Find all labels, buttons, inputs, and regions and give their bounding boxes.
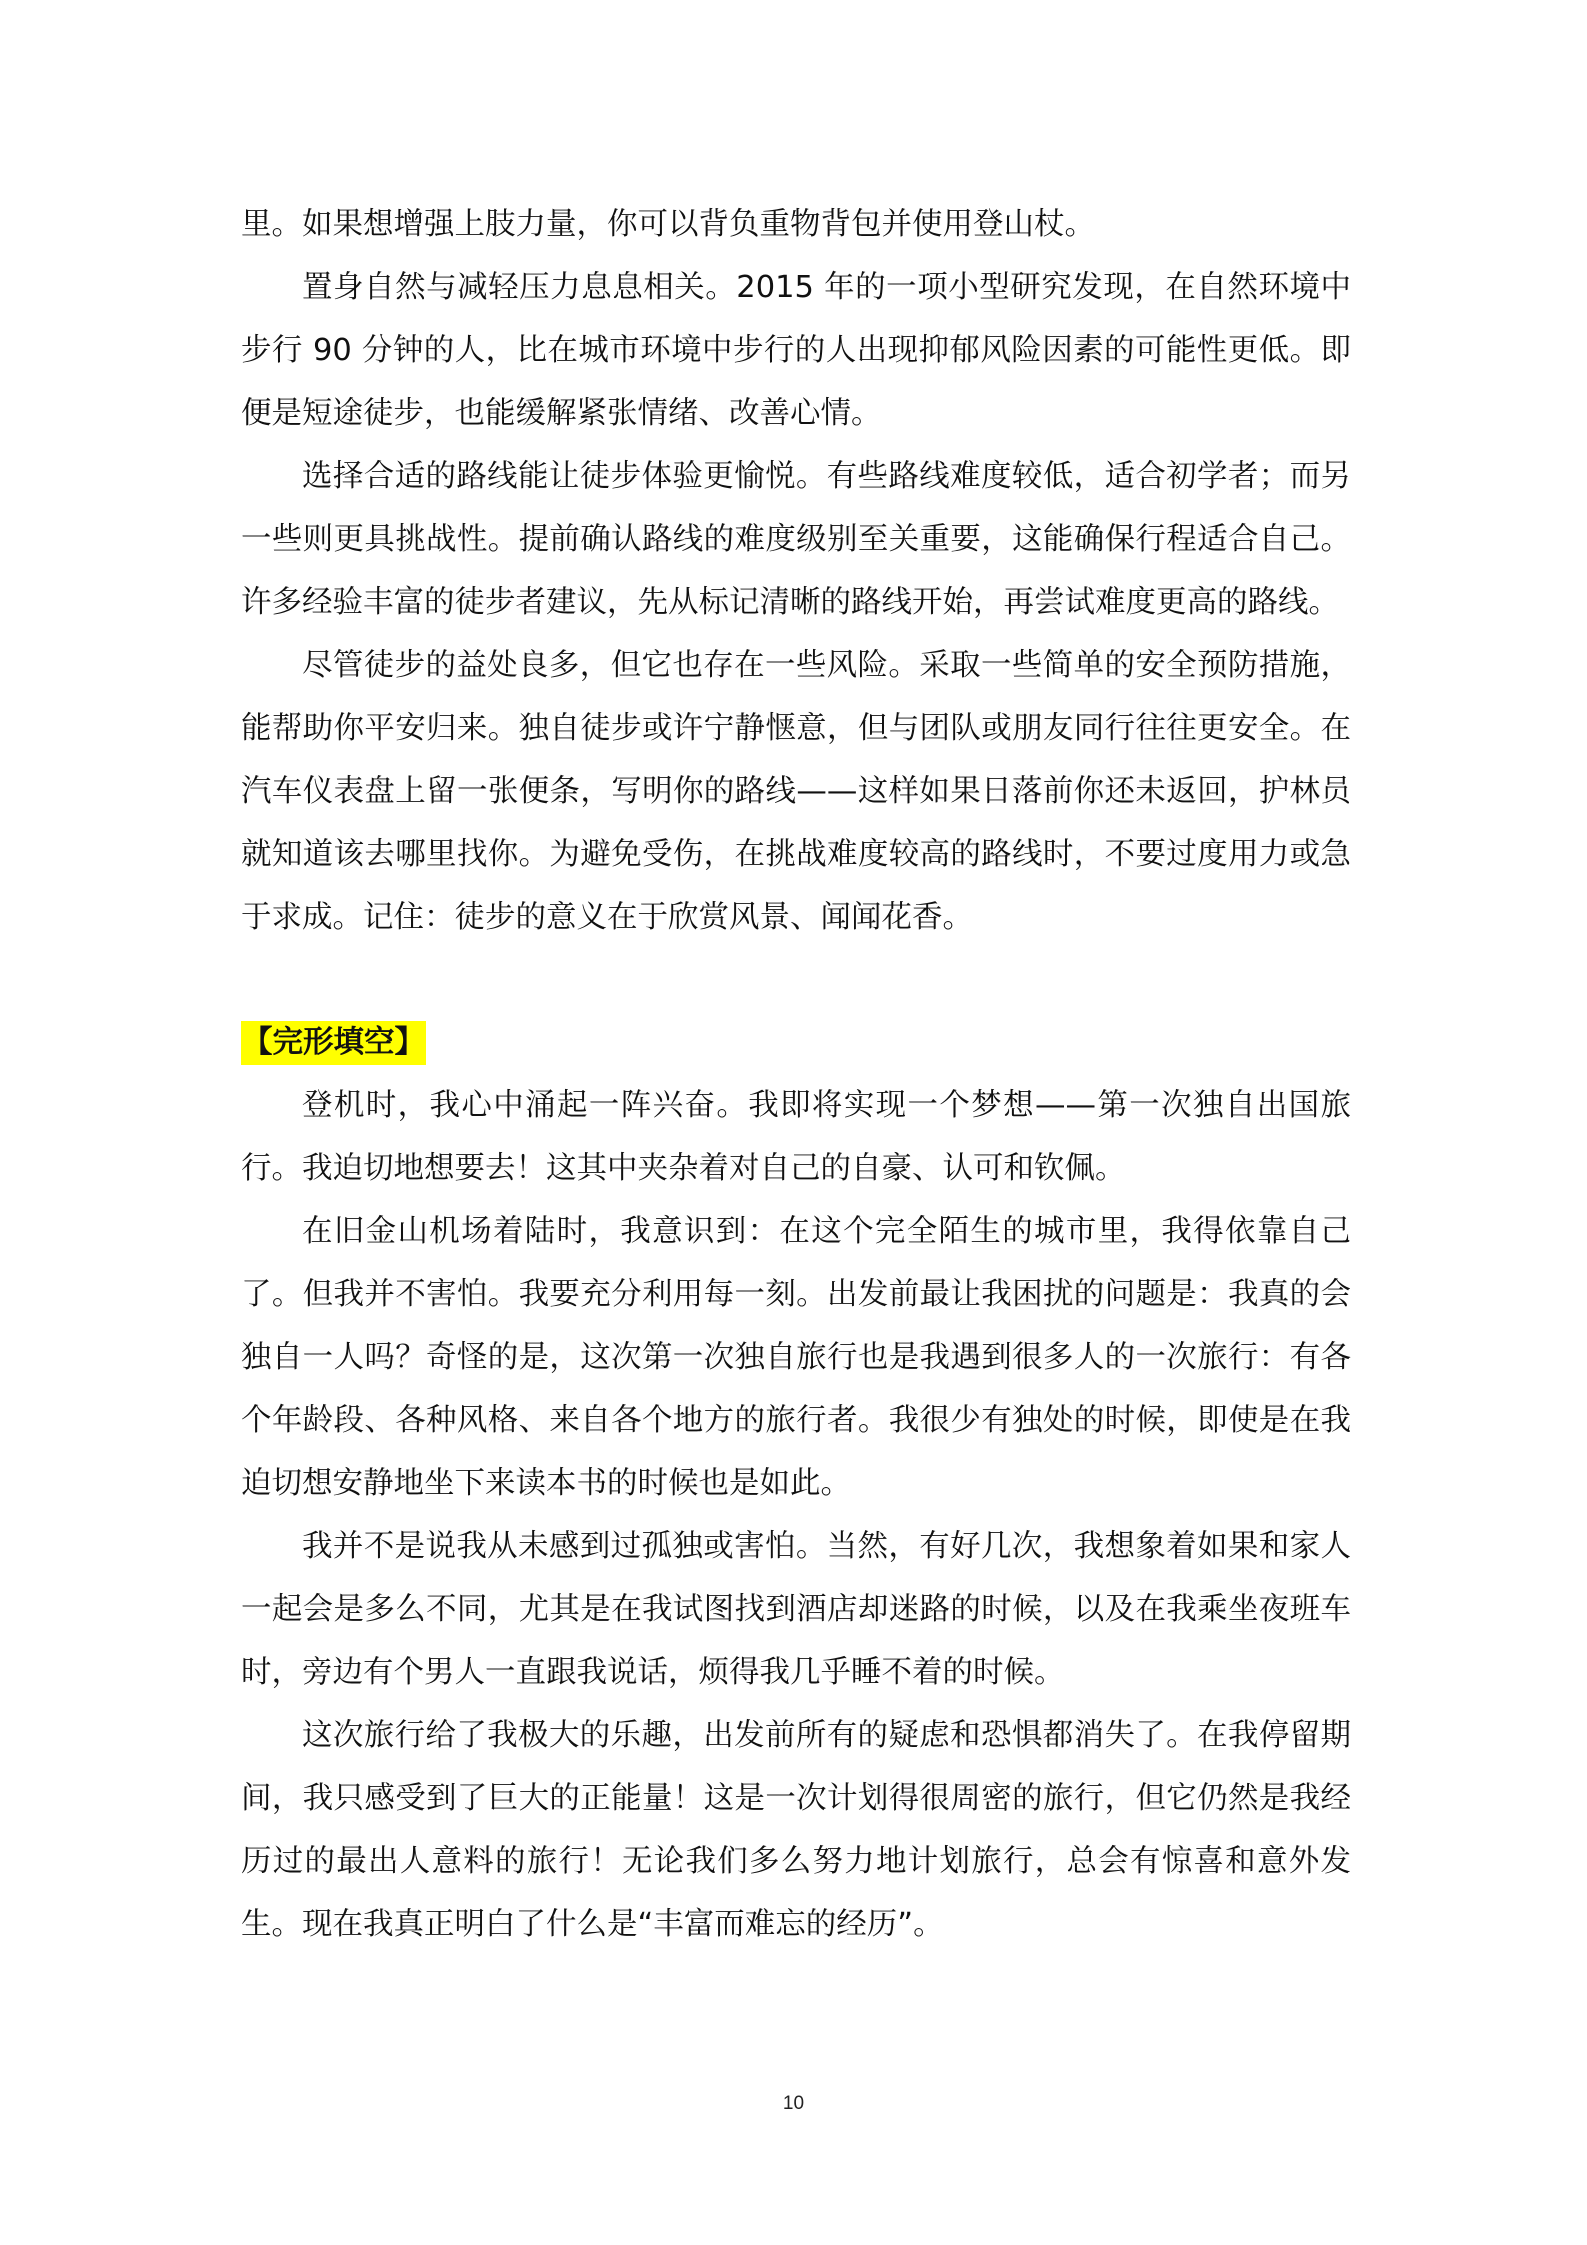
section-heading-cloze: 【完形填空】 <box>241 1021 426 1065</box>
paragraph-loneliness: 我并不是说我从未感到过孤独或害怕。当然，有好几次，我想象着如果和家人一起会是多么不同，尤其是在我试图找到酒店却迷路的时候，以及在我乘坐夜班车时，旁边有个男人一直跟我说话，烦得我几乎睡不着的时候。 <box>241 1529 1351 1690</box>
paragraph-safety: 尽管徒步的益处良多，但它也存在一些风险。采取一些简单的安全预防措施，能帮助你平安归来。独自徒步或许宁静惬意，但与团队或朋友同行往往更安全。在汽车仪表盘上留一张便条，写明你的路线——这样如果日落前你还未返回，护林员就知道该去哪里找你。为避免受伤，在挑战难度较高的路线时，不要过度用力或急于求成。记住：徒步的意义在于欣赏风景、闻闻花香。 <box>241 648 1351 935</box>
paragraph-landing: 在旧金山机场着陆时，我意识到：在这个完全陌生的城市里，我得依靠自己了。但我并不害怕。我要充分利用每一刻。出发前最让我困扰的问题是：我真的会独自一人吗？奇怪的是，这次第一次独自旅行也是我遇到很多人的一次旅行：有各个年龄段、各种风格、来自各个地方的旅行者。我很少有独处的时候，即使是在我迫切想安静地坐下来读本书的时候也是如此。 <box>241 1214 1351 1501</box>
paragraph-nature-stress: 置身自然与减轻压力息息相关。2015 年的一项小型研究发现，在自然环境中步行 90 分钟的人，比在城市环境中步行的人出现抑郁风险因素的可能性更低。即便是短途徒步，也能缓解紧张情绪、改善心情。 <box>241 270 1351 431</box>
section-spacer <box>241 949 1351 1011</box>
paragraph-conclusion: 这次旅行给了我极大的乐趣，出发前所有的疑虑和恐惧都消失了。在我停留期间，我只感受到了巨大的正能量！这是一次计划得很周密的旅行，但它仍然是我经历过的最出人意料的旅行！无论我们多么努力地计划旅行，总会有惊喜和意外发生。现在我真正明白了什么是“丰富而难忘的经历”。 <box>241 1718 1351 1942</box>
section-heading-row <box>241 1011 1351 1074</box>
page-body <box>241 193 1351 1956</box>
paragraph-boarding: 登机时，我心中涌起一阵兴奋。我即将实现一个梦想——第一次独自出国旅行。我迫切地想要去！这其中夹杂着对自己的自豪、认可和钦佩。 <box>241 1088 1351 1186</box>
paragraph-route-choice: 选择合适的路线能让徒步体验更愉悦。有些路线难度较低，适合初学者；而另一些则更具挑战性。提前确认路线的难度级别至关重要，这能确保行程适合自己。许多经验丰富的徒步者建议，先从标记清晰的路线开始，再尝试难度更高的路线。 <box>241 459 1351 620</box>
paragraph-continuation: 里。如果想增强上肢力量，你可以背负重物背包并使用登山杖。 <box>241 207 1095 242</box>
page-number: 10 <box>782 2093 805 2114</box>
